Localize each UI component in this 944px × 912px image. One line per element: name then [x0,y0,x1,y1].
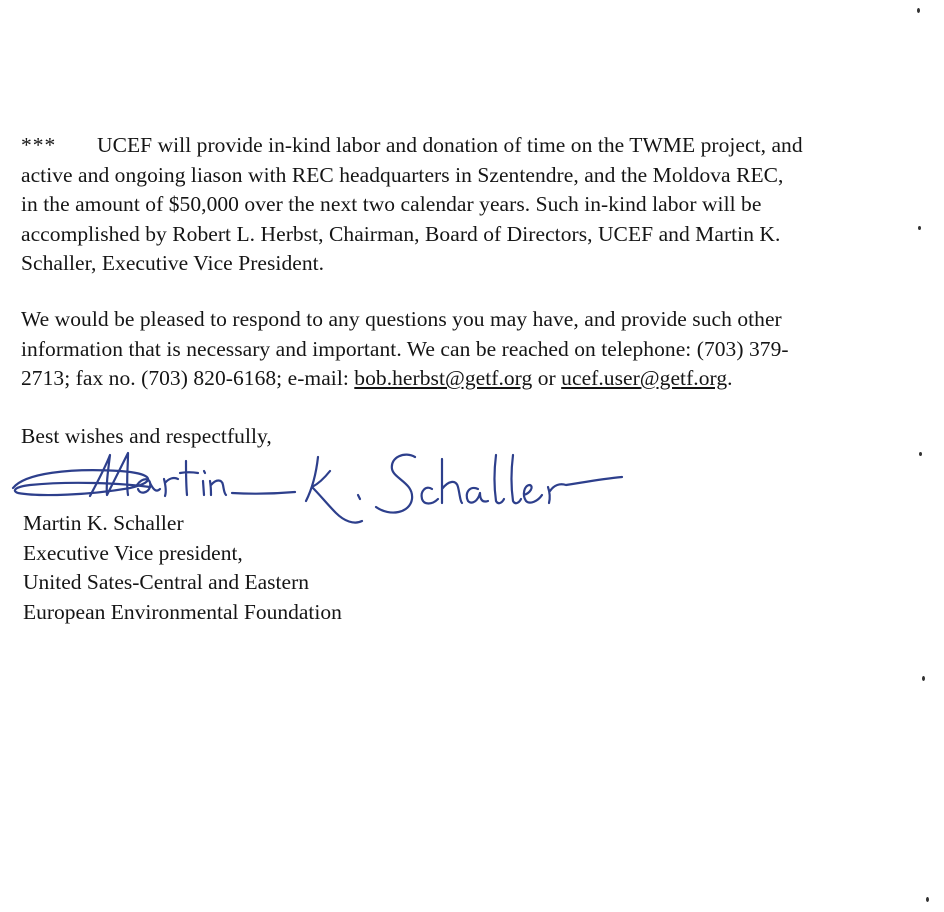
scan-speck [919,452,922,456]
scan-speck [917,8,920,13]
scan-speck [926,897,929,902]
paragraph-line [21,364,789,394]
paragraph-line: information that is necessary and important. We can be reached on telephone: (703) 379- [21,336,789,361]
signatory-title: Executive Vice president, [23,540,243,565]
contact-period: . [727,366,733,390]
contact-connector: or [532,366,562,390]
contact-text: 2713; fax no. (703) 820-6168; e-mail: [21,366,355,390]
signatory-organization: United Sates-Central and Eastern [23,570,309,594]
paragraph-in-kind-labor [21,131,803,279]
email-link-ucef[interactable]: ucef.user@getf.org [561,366,728,390]
email-link-herbst[interactable]: bob.herbst@getf.org [354,366,533,390]
signatory-organization: European Environmental Foundation [23,599,342,624]
paragraph-text: UCEF will provide in-kind labor and donation of time on the TWME project, and [97,133,803,157]
scan-speck [918,226,921,230]
asterisk-marker: *** [21,133,57,157]
paragraph-line [21,131,803,161]
scan-speck [922,676,925,681]
signatory-name: Martin K. Schaller [23,511,184,535]
paragraph-line: active and ongoing liason with REC headquarters in Szentendre, and the Moldova REC, [21,162,784,187]
paragraph-line: Schaller, Executive Vice President. [21,251,325,275]
paragraph-line: We would be pleased to respond to any questions you may have, and provide such other [21,307,782,331]
signatory-block [23,509,342,627]
paragraph-line: accomplished by Robert L. Herbst, Chairman, Board of Directors, UCEF and Martin K. [21,221,781,246]
paragraph-line: in the amount of $50,000 over the next two calendar years. Such in-kind labor will be [21,192,762,216]
paragraph-contact [21,305,789,394]
closing-salutation [21,422,272,452]
closing-text: Best wishes and respectfully, [21,424,272,448]
